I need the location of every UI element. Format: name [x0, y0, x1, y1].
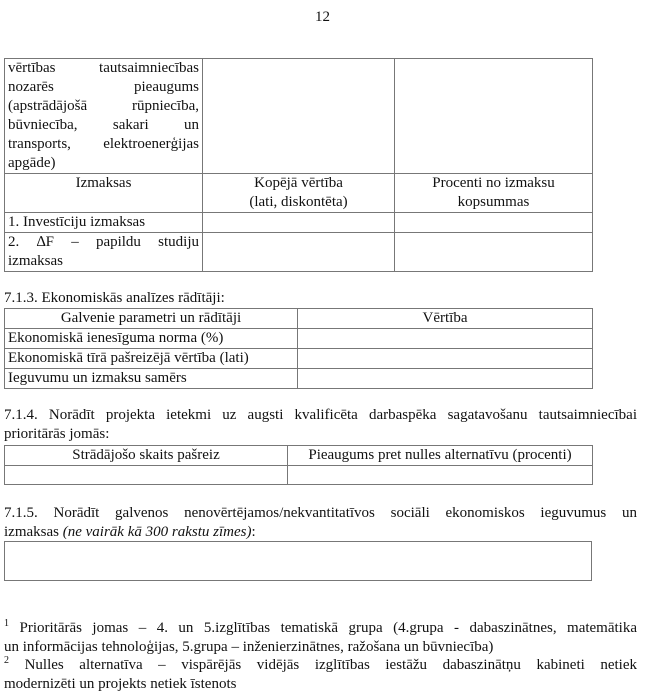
row-label: Ekonomiskā tīrā pašreizējā vērtība (lati): [5, 349, 298, 369]
empty-cell[interactable]: [5, 466, 288, 485]
table-row: [5, 329, 593, 349]
empty-cell[interactable]: [298, 369, 593, 389]
empty-cell[interactable]: [395, 233, 593, 272]
header-percent: [395, 174, 593, 213]
page-number: 12: [315, 9, 330, 25]
cell-line: nozarēs pieaugums: [8, 79, 199, 95]
header-parameters: Galvenie parametri un rādītāji: [5, 309, 298, 329]
footnote-1-line2: un informācijas tehnoloģijas, 5.grupa – inženierzinātnes, ražošana un būvniecība): [4, 639, 494, 655]
empty-cell[interactable]: [203, 233, 395, 272]
table-header-row: [5, 309, 593, 329]
heading-text: izmaksas: [4, 524, 63, 540]
section-715-heading-line1: 7.1.5. Norādīt galvenos nenovērtējamos/nekvantitatīvos sociāli ekonomiskos ieguvumus un: [4, 505, 637, 521]
section-713-heading: 7.1.3. Ekonomiskās analīzes rādītāji:: [4, 290, 225, 306]
empty-cell[interactable]: [203, 59, 395, 174]
footnote-1-line1: [4, 619, 637, 638]
header-costs: Izmaksas: [5, 174, 203, 213]
costs-table: [4, 58, 593, 272]
cell-line: būvniecība, sakari un: [8, 117, 199, 133]
heading-note: (ne vairāk kā 300 rakstu zīmes): [62, 524, 252, 540]
empty-cell[interactable]: [298, 349, 593, 369]
benefit-description-cell: [5, 59, 203, 174]
header-workers-count: Strādājošo skaits pašreiz: [5, 446, 288, 466]
empty-cell[interactable]: [395, 213, 593, 233]
table-header-row: [5, 174, 593, 213]
header-line: kopsummas: [457, 194, 530, 210]
header-line: (lati, diskontēta): [249, 194, 348, 210]
row-label: Ekonomiskā ienesīguma norma (%): [5, 329, 298, 349]
heading-end: :: [251, 524, 256, 540]
row-label: Ieguvumu un izmaksu samērs: [5, 369, 298, 389]
section-714-heading-line2: prioritārās jomās:: [4, 426, 110, 442]
cell-line: vērtības tautsaimniecības: [8, 60, 199, 76]
economic-indicators-table: [4, 308, 593, 389]
header-line: Kopējā vērtība: [254, 175, 343, 191]
section-715-heading-line2: [4, 523, 637, 542]
table-row: [5, 369, 593, 389]
workforce-table: [4, 445, 593, 485]
table-row: [5, 59, 593, 174]
header-value: Vērtība: [298, 309, 593, 329]
header-growth: Pieaugums pret nulles alternatīvu (procenti): [288, 446, 593, 466]
cell-line: transports, elektroenerģijas: [8, 136, 199, 152]
header-total-value: [203, 174, 395, 213]
row-label: [5, 233, 203, 272]
table-row: [5, 466, 593, 485]
table-row: [5, 213, 593, 233]
footnote-2-line1: [4, 656, 637, 675]
cell-line: apgāde): [8, 155, 56, 171]
footnote-mark: 2: [4, 655, 9, 666]
social-benefits-input-box[interactable]: [4, 541, 592, 581]
empty-cell[interactable]: [288, 466, 593, 485]
header-line: Procenti no izmaksu: [432, 175, 555, 191]
footnote-2-line2: modernizēti un projekts netiek īstenots: [4, 676, 237, 692]
table-header-row: [5, 446, 593, 466]
empty-cell[interactable]: [395, 59, 593, 174]
footnote-mark: 1: [4, 618, 9, 629]
empty-cell[interactable]: [203, 213, 395, 233]
empty-cell[interactable]: [298, 329, 593, 349]
cell-line: izmaksas: [8, 253, 63, 269]
table-row: [5, 349, 593, 369]
row-label: 1. Investīciju izmaksas: [5, 213, 203, 233]
footnote-text: Nulles alternatīva – vispārējās vidējās izglītības iestāžu dabaszinātņu kabineti netiek: [24, 657, 638, 673]
cell-line: (apstrādājošā rūpniecība,: [8, 98, 199, 114]
table-row: [5, 233, 593, 272]
footnote-text: Prioritārās jomas – 4. un 5.izglītības tematiskā grupa (4.grupa - dabaszinātnes, matemātika: [19, 620, 638, 636]
cell-line: 2. ∆F – papildu studiju: [8, 234, 199, 250]
section-714-heading-line1: 7.1.4. Norādīt projekta ietekmi uz augsti kvalificēta darbaspēka sagatavošanu tautsaimniecībai: [4, 407, 637, 423]
